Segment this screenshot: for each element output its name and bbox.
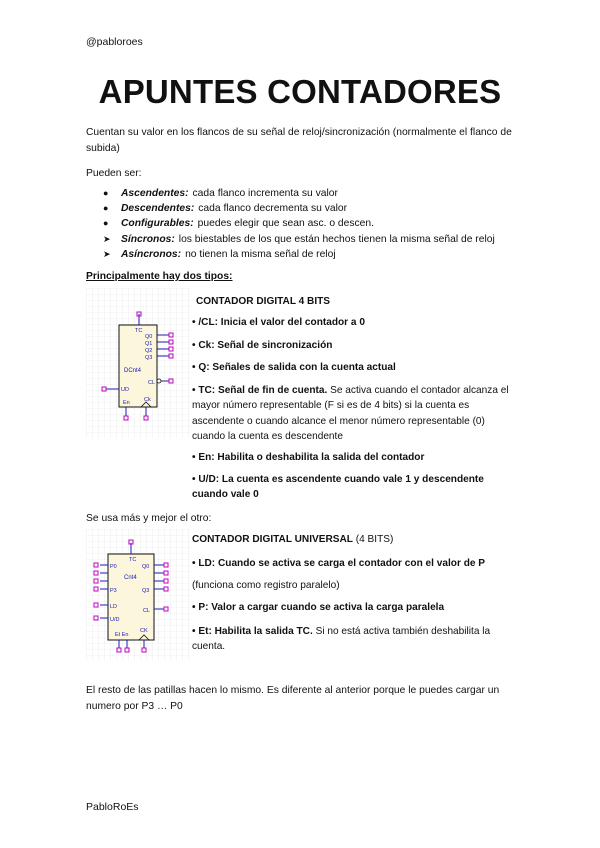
item-label: P:	[198, 602, 209, 613]
chip-label-q1: Q1	[145, 341, 153, 347]
item-label: Q:	[198, 362, 210, 373]
item-label: Et: Habilita la salida TC.	[198, 626, 313, 637]
chip-label-ud: U/D	[110, 617, 120, 623]
list-item	[103, 247, 495, 262]
chip-label-q3: Q3	[145, 355, 153, 361]
types-intro: Pueden ser:	[86, 168, 142, 179]
arrow-bullet-icon: ➤	[103, 248, 111, 259]
item-text: Valor a cargar cuando se activa la carga paralela	[211, 602, 445, 613]
arrow-bullet-icon: ➤	[103, 233, 111, 244]
chip-label-tc: TC	[135, 328, 143, 334]
section-heading: Principalmente hay dos tipos:	[86, 271, 233, 282]
chip-label-ck: CK	[140, 628, 148, 634]
item-text: Inicia el valor del contador a 0	[220, 317, 365, 328]
item-text: Señal de sincronización	[217, 340, 333, 351]
counter4-item-cl: • /CL: Inicia el valor del contador a 0	[192, 317, 365, 328]
universal-item-et: • Et: Habilita la salida TC. Si no está activa también deshabilita la cuenta.	[192, 626, 491, 653]
chip-name: Cnt4	[124, 575, 137, 581]
universal-item-ld: • LD: Cuando se activa se carga el contador con el valor de P	[192, 558, 486, 569]
chip-label-tc: TC	[129, 557, 137, 563]
counter-types-list	[103, 186, 495, 262]
chip-label-p0: P0	[110, 564, 117, 570]
counter4-item-en: • En: Habilita o deshabilita la salida del contador	[192, 452, 425, 463]
counter4-item-q: • Q: Señales de salida con la cuenta actual	[192, 362, 396, 373]
counter4-title: CONTADOR DIGITAL 4 BITS	[196, 296, 331, 307]
chip-label-et-en: Et En	[115, 632, 129, 638]
item-text: Habilita o deshabilita la salida del contador	[217, 452, 425, 463]
item-label: LD:	[198, 558, 216, 569]
chip-label-en: En	[123, 400, 130, 406]
footer-author: PabloRoEs	[86, 801, 139, 813]
item-text: Señales de salida con la cuenta actual	[212, 362, 396, 373]
closing-paragraph: El resto de las patillas hacen lo mismo. Es diferente al anterior porque le puedes cargar un numero por P3 … P0	[86, 685, 500, 712]
type-text: cada flanco incrementa su valor	[192, 188, 338, 199]
inversion-bubble	[157, 379, 161, 383]
intro-paragraph: Cuentan su valor en los flancos de su señal de reloj/sincronización (normalmente el flanco de subida)	[86, 127, 512, 154]
chip-label-cl: CL	[148, 380, 156, 386]
chip-label-cl: CL	[143, 608, 151, 614]
type-term: Configurables:	[121, 218, 194, 230]
type-text: puedes elegir que sean asc. o descen.	[197, 218, 374, 230]
item-label: Ck:	[198, 340, 215, 351]
chip-label-q2: Q2	[145, 348, 153, 354]
type-term: Ascendentes:	[121, 188, 189, 199]
type-term: Descendentes:	[121, 203, 195, 215]
chip-label-q0: Q0	[142, 564, 150, 570]
title-suffix: (4 BITS)	[355, 534, 394, 545]
type-term: Asíncronos:	[121, 248, 182, 260]
list-item	[103, 201, 495, 216]
list-item	[103, 232, 495, 247]
counter-universal-diagram	[86, 529, 190, 661]
list-item	[103, 186, 495, 201]
chip-label-q0: Q0	[145, 334, 153, 340]
counter-4bit-diagram	[86, 288, 190, 438]
chip-name: DCnt4	[124, 368, 142, 374]
page-title: APUNTES CONTADORES	[98, 73, 502, 110]
universal-item-note	[192, 578, 517, 593]
counter4-item-tc: • TC: Señal de fin de cuenta. Se activa cuando el contador alcanza el mayor número representable (F si es de 4 bits) si la cuenta es ascendente o cuando alcance el menor número representable (0) cuando la cuenta es descendente	[192, 385, 509, 442]
item-label: En:	[198, 452, 215, 463]
item-label: TC: Señal de fin de cuenta.	[198, 385, 328, 396]
bullet-icon: ●	[103, 203, 109, 214]
bullet-icon: ●	[103, 188, 109, 198]
type-text: cada flanco decrementa su valor	[198, 203, 348, 215]
counter4-item-ck: • Ck: Señal de sincronización	[192, 340, 333, 351]
type-term: Síncronos:	[121, 233, 175, 245]
chip-label-ud: UD	[121, 387, 129, 393]
bullet-icon: ●	[103, 218, 109, 229]
chip-label-q3: Q3	[142, 588, 150, 594]
item-text: Si no está activa también deshabilita la cuenta.	[192, 626, 491, 653]
item-label: /CL:	[198, 317, 218, 328]
item-label: U/D:	[198, 474, 220, 485]
item-text: La cuenta es ascendente cuando vale 1 y descendente cuando vale 0	[192, 474, 484, 501]
chip-label-ck: Ck	[144, 397, 151, 403]
counter4-item-ud: • U/D: La cuenta es ascendente cuando vale 1 y descendente cuando vale 0	[192, 474, 484, 501]
item-text: (funciona como registro paralelo)	[192, 580, 340, 591]
list-item	[103, 216, 495, 231]
item-text: Se activa cuando el contador alcanza el mayor número representable (F si es de 4 bits) si la cuenta es ascendente o cuando alcance el menor número representable (0) cuando la cuenta es descendente	[192, 385, 509, 442]
type-text: no tienen la misma señal de reloj	[185, 248, 336, 260]
transition-text: Se usa más y mejor el otro:	[86, 513, 212, 524]
item-text: Cuando se activa se carga el contador con el valor de P	[217, 558, 486, 569]
chip-label-p3: P3	[110, 588, 117, 594]
chip-label-ld: LD	[110, 604, 118, 610]
universal-item-p: • P: Valor a cargar cuando se activa la carga paralela	[192, 602, 445, 613]
counter-universal-title: CONTADOR DIGITAL UNIVERSAL (4 BITS)	[192, 534, 394, 545]
header-handle: @pabloroes	[86, 36, 143, 48]
type-text: los biestables de los que están hechos tienen la misma señal de reloj	[178, 233, 495, 245]
